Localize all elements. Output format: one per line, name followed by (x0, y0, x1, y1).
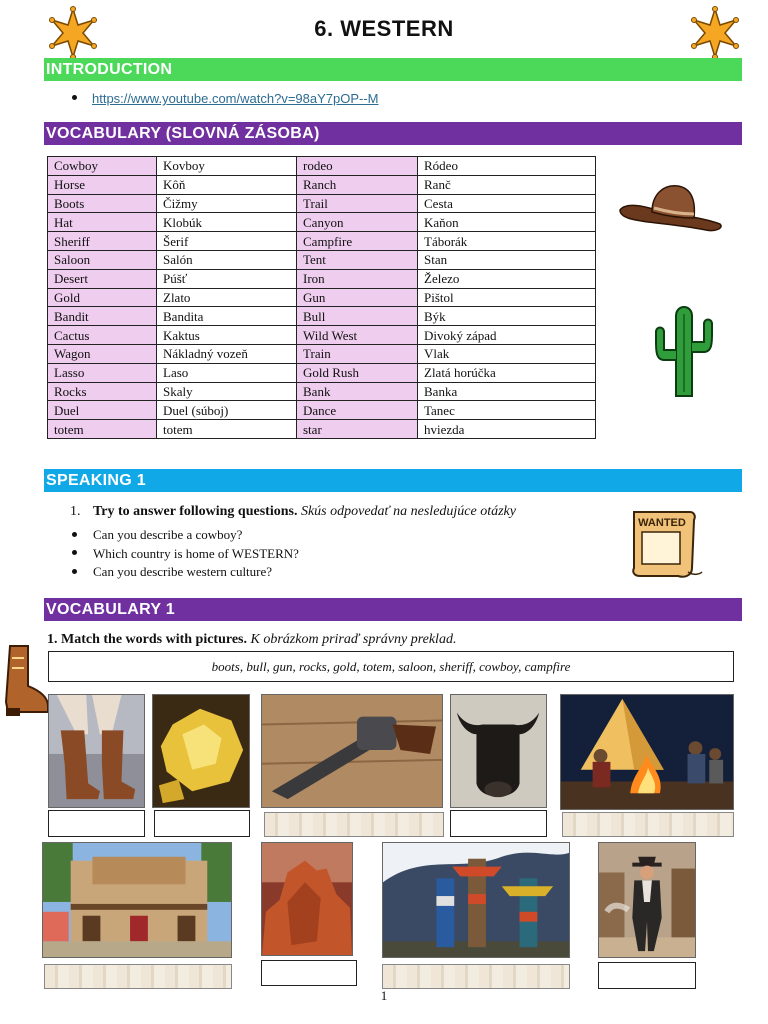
table-row (48, 194, 596, 213)
bullet-icon (72, 569, 77, 574)
english-term: Cactus (48, 326, 157, 345)
slovak-term: hviezda (418, 420, 596, 439)
english-term: Bandit (48, 307, 157, 326)
english-term: Tent (297, 250, 418, 269)
english-term: Bank (297, 382, 418, 401)
intro-link-item (72, 91, 379, 106)
slovak-term: Púšť (157, 269, 297, 288)
slovak-term: Stan (418, 250, 596, 269)
instruction-bold: 1. Match the words with pictures. (47, 632, 248, 647)
table-row (48, 420, 596, 439)
slovak-term: Banka (418, 382, 596, 401)
english-term: Wagon (48, 344, 157, 363)
question-text: Can you describe western culture? (93, 564, 273, 579)
list-item (72, 526, 299, 545)
answer-strip[interactable] (44, 964, 232, 989)
instruction-italic: K obrázkom priraď správny preklad. (250, 632, 457, 647)
table-row (48, 344, 596, 363)
slovak-term: Kovboy (157, 157, 297, 176)
answer-box[interactable] (48, 810, 145, 837)
bullet-icon (72, 95, 77, 100)
picture-rocks (261, 842, 353, 956)
slovak-term: Šerif (157, 232, 297, 251)
english-term: Wild West (297, 326, 418, 345)
english-term: Boots (48, 194, 157, 213)
slovak-term: Divoký západ (418, 326, 596, 345)
slovak-term: Zlatá horúčka (418, 363, 596, 382)
slovak-term: Kaktus (157, 326, 297, 345)
vocab1-instruction (47, 632, 456, 648)
cactus-icon (652, 302, 716, 398)
slovak-term: Duel (súboj) (157, 401, 297, 420)
wanted-sign-icon (628, 506, 704, 582)
english-term: Lasso (48, 363, 157, 382)
picture-campfire (560, 694, 734, 810)
slovak-term: Zlato (157, 288, 297, 307)
slovak-term: Klobúk (157, 213, 297, 232)
table-row (48, 326, 596, 345)
english-term: star (297, 420, 418, 439)
table-row (48, 157, 596, 176)
picture-saloon (42, 842, 232, 958)
table-row (48, 213, 596, 232)
slovak-term: Vlak (418, 344, 596, 363)
section-vocabulary: VOCABULARY (SLOVNÁ ZÁSOBA) (44, 122, 742, 145)
picture-bull (450, 694, 547, 808)
table-row (48, 307, 596, 326)
english-term: Desert (48, 269, 157, 288)
slovak-term: totem (157, 420, 297, 439)
wanted-sign-text: WANTED (638, 517, 686, 529)
english-term: Gun (297, 288, 418, 307)
english-term: totem (48, 420, 157, 439)
answer-box[interactable] (261, 960, 357, 986)
table-row (48, 382, 596, 401)
slovak-term: Kôň (157, 175, 297, 194)
slovak-term: Nákladný vozeň (157, 344, 297, 363)
page-title: 6. WESTERN (314, 16, 454, 41)
cowboy-boot-icon (2, 642, 50, 718)
instruction-italic: Skús odpovedať na nesledujúce otázky (300, 504, 516, 519)
english-term: Sheriff (48, 232, 157, 251)
slovak-term: Bandita (157, 307, 297, 326)
section-speaking: SPEAKING 1 (44, 469, 742, 492)
picture-totem (382, 842, 570, 958)
speaking-instruction (70, 504, 516, 520)
answer-box[interactable] (598, 962, 696, 989)
answer-box[interactable] (154, 810, 250, 837)
picture-gold (152, 694, 250, 808)
vocabulary-table (47, 156, 596, 439)
slovak-term: Železo (418, 269, 596, 288)
slovak-term: Pištol (418, 288, 596, 307)
answer-strip[interactable] (382, 964, 570, 989)
table-row (48, 288, 596, 307)
instruction-bold: Try to answer following questions. (93, 504, 298, 519)
slovak-term: Cesta (418, 194, 596, 213)
english-term: Iron (297, 269, 418, 288)
english-term: Hat (48, 213, 157, 232)
bullet-icon (72, 550, 77, 555)
answer-strip[interactable] (562, 812, 734, 837)
question-text: Can you describe a cowboy? (93, 527, 243, 542)
answer-strip[interactable] (264, 812, 444, 837)
slovak-term: Táborák (418, 232, 596, 251)
cowboy-hat-icon (616, 180, 726, 236)
english-term: Campfire (297, 232, 418, 251)
picture-gun (261, 694, 443, 808)
english-term: Ranch (297, 175, 418, 194)
english-term: Cowboy (48, 157, 157, 176)
speaking-questions (72, 526, 299, 582)
english-term: Horse (48, 175, 157, 194)
table-row (48, 363, 596, 382)
slovak-term: Salón (157, 250, 297, 269)
english-term: rodeo (297, 157, 418, 176)
slovak-term: Kaňon (418, 213, 596, 232)
table-row (48, 250, 596, 269)
page-number: 1 (380, 988, 388, 1003)
bullet-icon (72, 532, 77, 537)
list-item (72, 545, 299, 564)
english-term: Train (297, 344, 418, 363)
english-term: Saloon (48, 250, 157, 269)
section-vocabulary-1: VOCABULARY 1 (44, 598, 742, 621)
section-introduction: INTRODUCTION (44, 58, 742, 81)
english-term: Gold Rush (297, 363, 418, 382)
english-term: Trail (297, 194, 418, 213)
slovak-term: Čižmy (157, 194, 297, 213)
slovak-term: Ranč (418, 175, 596, 194)
word-bank: boots, bull, gun, rocks, gold, totem, saloon, sheriff, cowboy, campfire (48, 651, 734, 682)
table-row (48, 269, 596, 288)
picture-boots (48, 694, 145, 808)
english-term: Bull (297, 307, 418, 326)
english-term: Dance (297, 401, 418, 420)
list-item (72, 563, 299, 582)
picture-sheriff (598, 842, 696, 958)
slovak-term: Tanec (418, 401, 596, 420)
slovak-term: Ródeo (418, 157, 596, 176)
english-term: Rocks (48, 382, 157, 401)
slovak-term: Skaly (157, 382, 297, 401)
table-row (48, 232, 596, 251)
slovak-term: Býk (418, 307, 596, 326)
instruction-number: 1. (70, 504, 81, 519)
table-row (48, 175, 596, 194)
question-text: Which country is home of WESTERN? (93, 545, 299, 561)
slovak-term: Laso (157, 363, 297, 382)
table-row (48, 401, 596, 420)
answer-box[interactable] (450, 810, 547, 837)
english-term: Gold (48, 288, 157, 307)
youtube-link[interactable]: https://www.youtube.com/watch?v=98aY7pOP--M (92, 91, 379, 106)
english-term: Canyon (297, 213, 418, 232)
english-term: Duel (48, 401, 157, 420)
